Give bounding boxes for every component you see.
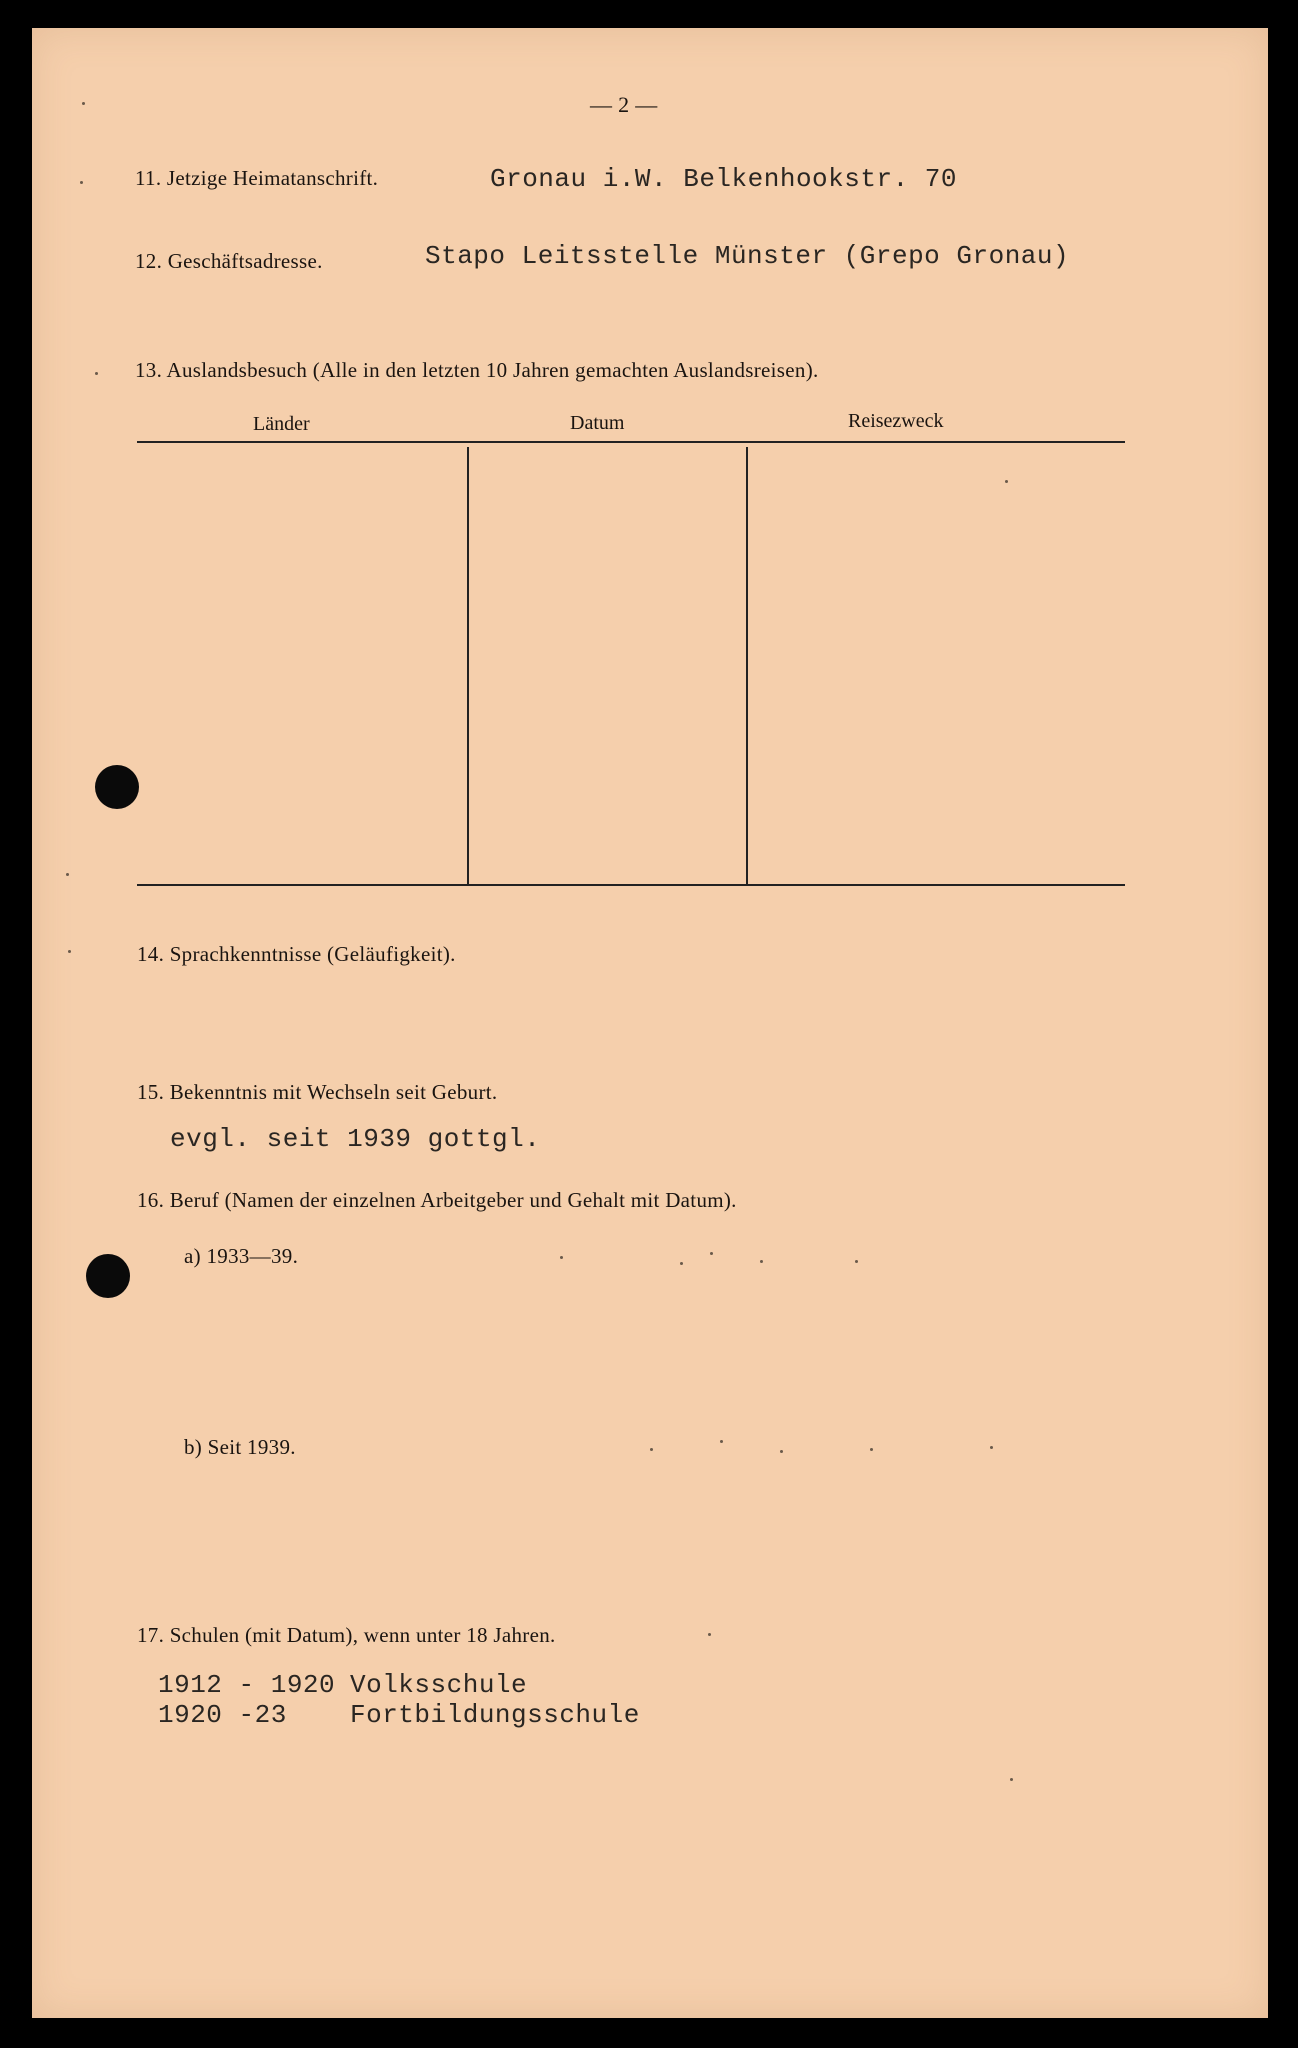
- table-divider-2: [746, 447, 748, 885]
- table-bottom-rule: [137, 884, 1125, 886]
- paper-speck: [870, 1448, 873, 1451]
- item-16a-label: a) 1933—39.: [184, 1244, 299, 1268]
- paper-speck: [560, 1256, 563, 1259]
- item-16-label: 16. Beruf (Namen der einzelnen Arbeitgeber und Gehalt mit Datum).: [137, 1188, 737, 1212]
- page-number: — 2 —: [590, 92, 658, 117]
- table-top-rule: [137, 441, 1125, 443]
- item-13-label: 13. Auslandsbesuch (Alle in den letzten 10 Jahren gemachten Auslandsreisen).: [135, 358, 819, 382]
- paper-speck: [68, 950, 71, 953]
- punch-hole-lower: [86, 1254, 130, 1298]
- item-11-value: Gronau i.W. Belkenhookstr. 70: [490, 164, 957, 194]
- paper-speck: [95, 372, 98, 375]
- school-row-1-name: Volksschule: [350, 1670, 528, 1700]
- paper-speck: [66, 873, 69, 876]
- paper-speck: [708, 1633, 711, 1636]
- school-row-2-name: Fortbildungsschule: [350, 1700, 640, 1730]
- paper-speck: [855, 1260, 858, 1263]
- item-14-label: 14. Sprachkenntnisse (Geläufigkeit).: [137, 942, 456, 966]
- item-12-value: Stapo Leitsstelle Münster (Grepo Gronau): [425, 241, 1070, 271]
- paper-speck: [720, 1440, 723, 1443]
- column-header-laender: Länder: [253, 413, 310, 435]
- paper-speck: [80, 181, 83, 184]
- item-15-label: 15. Bekenntnis mit Wechseln seit Geburt.: [137, 1080, 498, 1104]
- item-15-value: evgl. seit 1939 gottgl.: [170, 1124, 541, 1154]
- column-header-datum: Datum: [570, 412, 625, 434]
- paper-speck: [990, 1446, 993, 1449]
- paper-speck: [780, 1450, 783, 1453]
- item-17-label: 17. Schulen (mit Datum), wenn unter 18 Jahren.: [137, 1623, 556, 1647]
- paper-speck: [710, 1252, 713, 1255]
- item-16b-label: b) Seit 1939.: [184, 1435, 296, 1459]
- item-11-label: 11. Jetzige Heimatanschrift.: [135, 166, 379, 190]
- punch-hole-upper: [95, 765, 139, 809]
- paper-speck: [1005, 480, 1008, 483]
- item-12-label: 12. Geschäftsadresse.: [135, 249, 323, 273]
- school-row-1-years: 1912 - 1920: [158, 1670, 336, 1700]
- paper-speck: [650, 1448, 653, 1451]
- paper-speck: [1010, 1778, 1013, 1781]
- table-divider-1: [467, 447, 469, 885]
- paper-speck: [680, 1262, 683, 1265]
- school-row-2-years: 1920 -23: [158, 1700, 287, 1730]
- paper-speck: [760, 1260, 763, 1263]
- paper-speck: [82, 102, 85, 105]
- column-header-reisezweck: Reisezweck: [848, 410, 944, 432]
